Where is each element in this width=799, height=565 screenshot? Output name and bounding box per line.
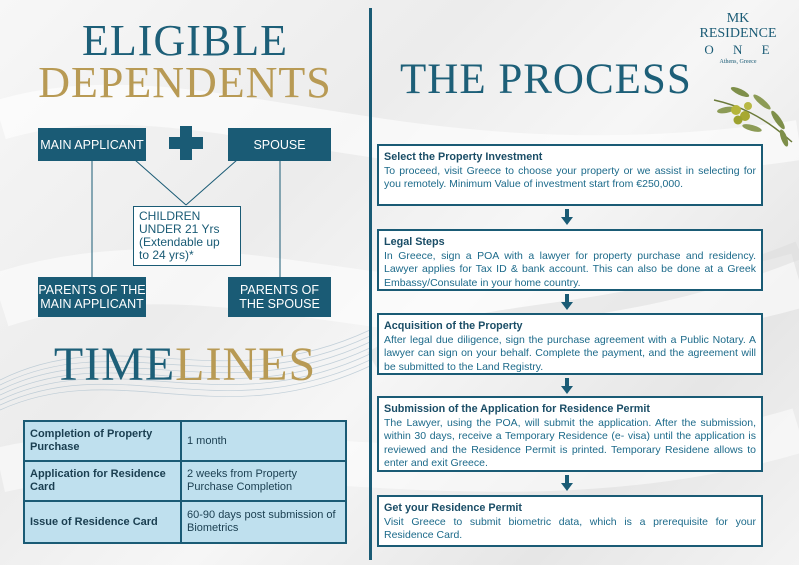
timeline-value: 2 weeks from Property Purchase Completion [181,461,346,501]
plus-icon [169,126,203,160]
olive-branch-icon [712,80,794,150]
timelines-table [23,420,347,544]
children-line-4: to 24 yrs)* [139,248,194,262]
logo-line1: MK [726,11,750,26]
step-body: After legal due diligence, sign the purchase agreement with a Public Notary. A lawyer can sign on your behalf. Complete the payment, and the agreement will be submitted to the Land Registry. [384,333,756,373]
process-step-4 [377,396,763,472]
step-body: In Greece, sign a POA with a lawyer for property purchase and residency. Lawyer applies for Tax ID & bank account. This can also be done at a Greek Embassy/Consulate in your home country. [384,249,756,289]
timelines-title-part2: LINES [175,338,317,391]
spouse-label: SPOUSE [253,137,306,152]
timelines-title [0,340,370,390]
parents-spouse-box [228,277,331,317]
step-body: Visit Greece to submit biometric data, which is a prerequisite for your Residence Card. [384,515,756,541]
column-divider [369,8,372,560]
children-line-3: (Extendable up [139,235,220,249]
step-body: The Lawyer, using the POA, will submit the application. After the submission, within 30 days, receive a Temporary Residence (e- visa) until the application is reviewed and the Residence Permit is printed. Temporary Residene allows to enter and exit Greece. [384,416,756,469]
spouse-box [228,128,331,161]
main-applicant-label: MAIN APPLICANT [40,137,144,152]
timeline-label: Completion of Property Purchase [24,421,181,461]
eligible-title-line2: DEPENDENTS [38,58,332,107]
process-step-5 [377,495,763,547]
parents-main-box [38,277,146,317]
parents-spouse-label: PARENTS OF THE SPOUSE [239,283,320,311]
timelines-title-part1: TIME [53,338,176,391]
logo-line3: O N E [704,42,778,57]
process-step-3 [377,313,763,375]
down-arrow-icon [561,209,573,225]
process-step-1 [377,144,763,206]
timeline-value: 1 month [181,421,346,461]
eligible-title-line1: ELIGIBLE [82,16,288,65]
timeline-label: Application for Residence Card [24,461,181,501]
logo [688,12,788,66]
step-heading: Get your Residence Permit [384,502,523,514]
parents-main-label: PARENTS OF THE MAIN APPLICANT [38,283,146,311]
main-applicant-box [38,128,146,161]
logo-line2: RESIDENCE [699,26,777,41]
table-row [24,501,346,543]
table-row [24,421,346,461]
process-title: THE PROCESS [400,56,692,103]
children-line-2: UNDER 21 Yrs [139,222,220,236]
process-step-2 [377,229,763,291]
timeline-value: 60-90 days post submission of Biometrics [181,501,346,543]
down-arrow-icon [561,475,573,491]
children-line-1: CHILDREN [139,209,201,223]
down-arrow-icon [561,378,573,394]
timeline-label: Issue of Residence Card [24,501,181,543]
step-heading: Submission of the Application for Residence Permit [384,403,650,415]
step-heading: Select the Property Investment [384,151,543,163]
step-body: To proceed, visit Greece to choose your property or we assist in selecting for you remotely. Minimum Value of investment start from €250,000. [384,164,756,190]
logo-line4: Athens, Greece [719,59,757,65]
step-heading: Acquisition of the Property [384,320,523,332]
eligible-dependents-title [0,16,370,107]
children-box [133,206,241,266]
step-heading: Legal Steps [384,236,445,248]
down-arrow-icon [561,294,573,310]
table-row [24,461,346,501]
